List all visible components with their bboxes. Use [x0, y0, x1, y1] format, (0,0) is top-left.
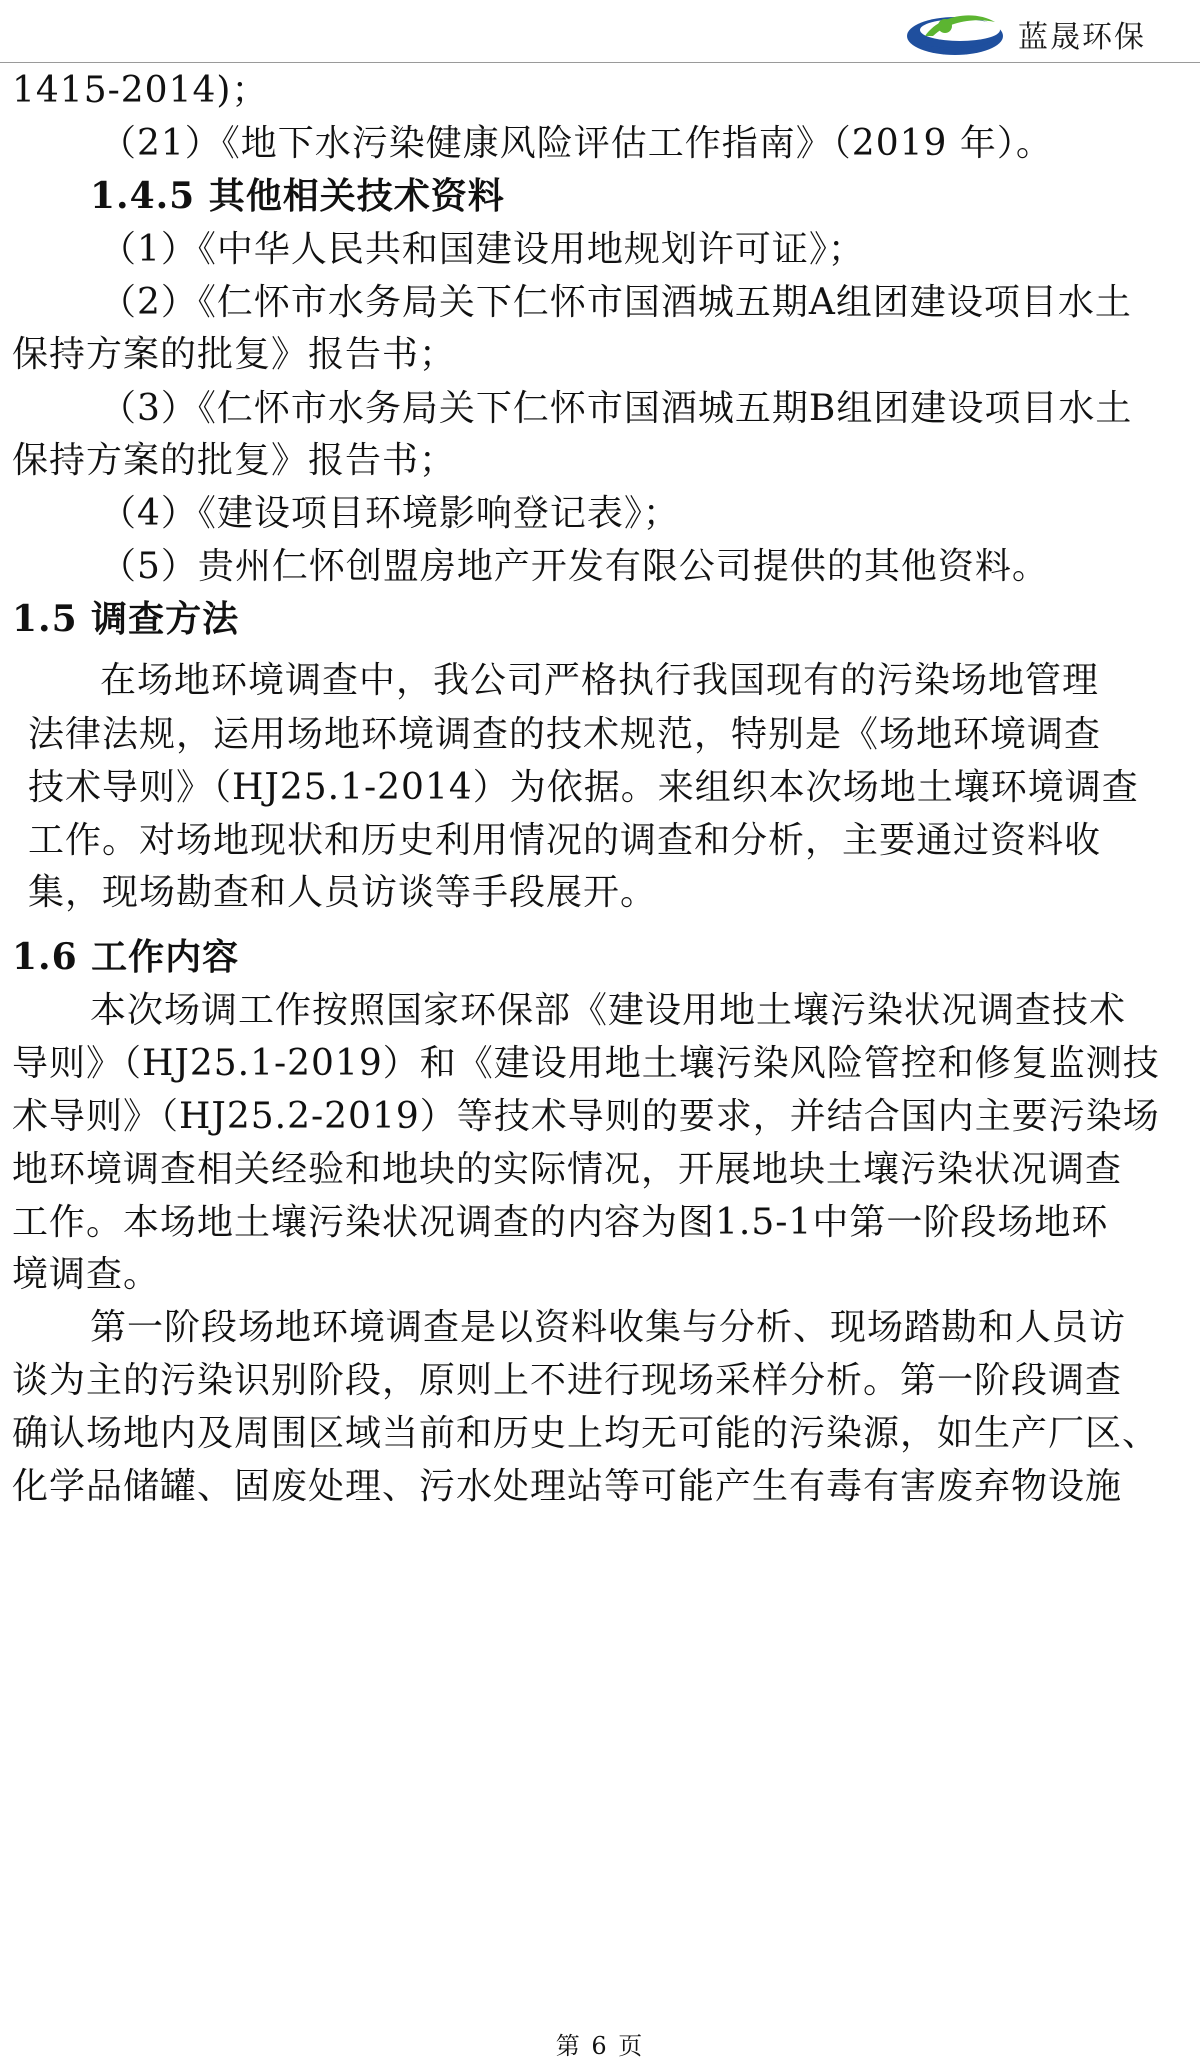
reference-item: （4）《建设项目环境影响登记表》； — [100, 493, 680, 534]
body-line: 本次场调工作按照国家环保部《建设用地土壤污染状况调查技术 — [90, 990, 1127, 1031]
header-rule — [0, 62, 1200, 63]
body-line: 法律法规，运用场地环境调查的技术规范，特别是《场地环境调查 — [28, 714, 1102, 755]
body-line: 术导则》（HJ25.2-2019）等技术导则的要求，并结合国内主要污染场 — [12, 1096, 1160, 1137]
reference-item: （2）《仁怀市水务局关下仁怀市国酒城五期A组团建设项目水土 — [100, 282, 1132, 323]
section-heading: 1.4.5 其他相关技术资料 — [90, 175, 505, 217]
body-line: 境调查。 — [12, 1254, 161, 1295]
reference-item: （3）《仁怀市水务局关下仁怀市国酒城五期B组团建设项目水土 — [100, 388, 1133, 429]
body-line: 第一阶段场地环境调查是以资料收集与分析、现场踏勘和人员访 — [90, 1307, 1127, 1348]
body-line: 1415-2014)； — [12, 70, 269, 111]
body-line: 保持方案的批复》报告书； — [12, 440, 457, 481]
reference-item: （1）《中华人民共和国建设用地规划许可证》； — [100, 229, 865, 270]
body-line: 保持方案的批复》报告书； — [12, 334, 457, 375]
page-header — [0, 0, 1200, 70]
body-line: 集，现场勘查和人员访谈等手段展开。 — [28, 872, 658, 913]
page-number: 第 6 页 — [555, 2032, 645, 2060]
company-brand-name: 蓝晟环保 — [1018, 20, 1146, 55]
body-line: 确认场地内及周围区域当前和历史上均无可能的污染源，如生产厂区、 — [12, 1413, 1160, 1454]
body-line: 工作。对场地现状和历史利用情况的调查和分析，主要通过资料收 — [28, 820, 1102, 861]
reference-item: （21）《地下水污染健康风险评估工作指南》（2019 年）。 — [100, 123, 1053, 164]
company-logo-icon — [905, 6, 1005, 58]
body-line: 工作。本场地土壤污染状况调查的内容为图1.5-1中第一阶段场地环 — [12, 1202, 1109, 1243]
section-heading: 1.5 调查方法 — [12, 598, 240, 640]
reference-item: （5）贵州仁怀创盟房地产开发有限公司提供的其他资料。 — [100, 546, 1049, 587]
body-line: 地环境调查相关经验和地块的实际情况，开展地块土壤污染状况调查 — [12, 1149, 1123, 1190]
body-line: 化学品储罐、固废处理、污水处理站等可能产生有毒有害废弃物设施 — [12, 1466, 1123, 1507]
section-heading: 1.6 工作内容 — [12, 936, 240, 978]
body-line: 导则》（HJ25.1-2019）和《建设用地土壤污染风险管控和修复监测技 — [12, 1043, 1160, 1084]
body-line: 谈为主的污染识别阶段，原则上不进行现场采样分析。第一阶段调查 — [12, 1360, 1123, 1401]
body-line: 技术导则》（HJ25.1-2014）为依据。来组织本次场地土壤环境调查 — [28, 767, 1139, 808]
body-line: 在场地环境调查中，我公司严格执行我国现有的污染场地管理 — [100, 660, 1100, 701]
